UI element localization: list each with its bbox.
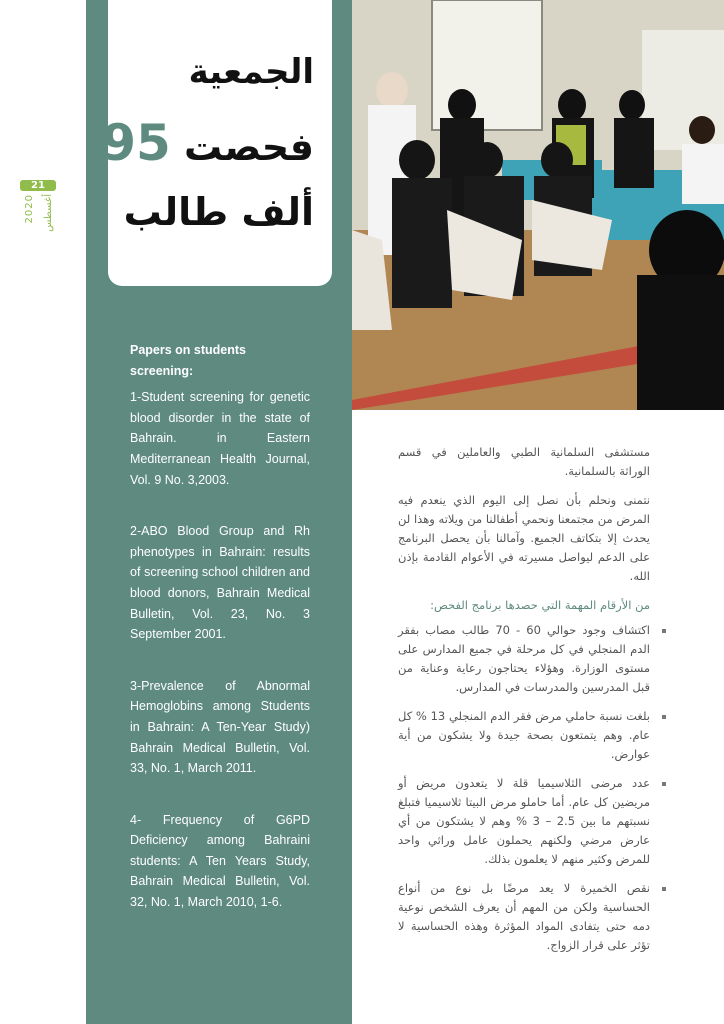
arabic-bullet-list [398,621,650,955]
title-word: فحصت [184,125,314,169]
bullet-icon [662,715,666,719]
paper-item-2: 2-ABO Blood Group and Rh phenotypes in Bahrain: results of screening school children and blood donors, Bahrain Medical Bulletin, Vol. 23, No. 3 September 2001. [130,524,310,642]
papers-list [130,340,310,944]
arabic-paragraph-2: نتمنى ونحلم بأن نصل إلى اليوم الذي ينعدم فيه المرض من مجتمعنا ونحمي أطفالنا من ويلاته وهذا لن يحدث إلا بتكاتف الجميع. وآمالنا بأن يحصل البرنامج على الدعم ليواصل مسيرته في الأعوام القادمة بإذن الله. [398,493,650,583]
paper-item-1: 1-Student screening for genetic blood disorder in the state of Bahrain. in Eastern Mediterranean Health Journal, Vol. 9 No. 3,2003. [130,390,310,487]
title-line-1: الجمعية [188,52,314,92]
title-box [101,0,332,286]
arabic-bullet-1 [398,621,650,697]
bullet-text: بلغت نسبة حاملي مرض فقر الدم المنجلي 13 % كل عام. وهم يتمتعون بصحة جيدة ولا يشكون من أية عوارض. [398,709,650,761]
photo-illustration [352,0,724,410]
arabic-subheading: من الأرقام المهمة التي حصدها برنامج الفحص: [430,598,650,612]
date-month: أغسطس [43,194,54,232]
bullet-icon [662,782,666,786]
date-badge [20,180,60,238]
bullet-text: نقص الخميرة لا يعد مرضًا بل نوع من أنواع الحساسية ولكن من المهم أن يعرف الشخص نوعية دمه حتى يتفادى المواد المؤثرة وهذه الحساسية لا تؤثر على قرار الزواج. [398,881,650,952]
bullet-text: اكتشاف وجود حوالي 60 - 70 طالب مصاب بفقر الدم المنجلي في كل مرحلة في جميع المدارس على مستوى الوزارة. وهؤلاء يحتاجون رعاية وعناية من قبل المدرسين والمدرسات في المدارس. [398,623,650,694]
date-day: 21 [20,180,56,191]
arabic-bullet-3 [398,774,650,869]
papers-heading: Papers on students screening: [130,343,246,378]
paper-item-4: 4- Frequency of G6PD Deficiency among Bahraini students: A Ten Years Study, Bahrain Medical Bulletin, Vol. 32, No. 1, March 2010, 1-6. [130,812,310,910]
arabic-article [398,443,650,965]
arabic-bullet-4 [398,879,650,955]
bullet-text: عدد مرضى الثلاسيميا قلة لا يتعدون مريض أو مريضين كل عام. أما حاملو مرض البيتا ثلاسيميا فتبلغ نسبتهم ما بين 2.5 – 3 % وهم لا يشتكون من أي عارض مرضي ولكنهم يحملون عامل وراثي واحد للمرض وكثير منهم لا يعلمون بذلك. [398,776,650,866]
date-year: 2020 [24,194,35,224]
title-line-2 [101,114,314,172]
arabic-bullet-2 [398,707,650,764]
arabic-paragraph-1: مستشفى السلمانية الطبي والعاملين في قسم الوراثة بالسلمانية. [398,445,650,478]
paper-item-3: 3-Prevalence of Abnormal Hemoglobins among Students in Bahrain: A Ten-Year Study) Bahrain Medical Bulletin, Vol. 33, No. 1, March 2011. [130,678,310,776]
title-line-3: ألف طالب [123,190,314,234]
bullet-icon [662,887,666,891]
bullet-icon [662,629,666,633]
title-number: 95 [101,114,171,172]
screening-photo [352,0,724,410]
